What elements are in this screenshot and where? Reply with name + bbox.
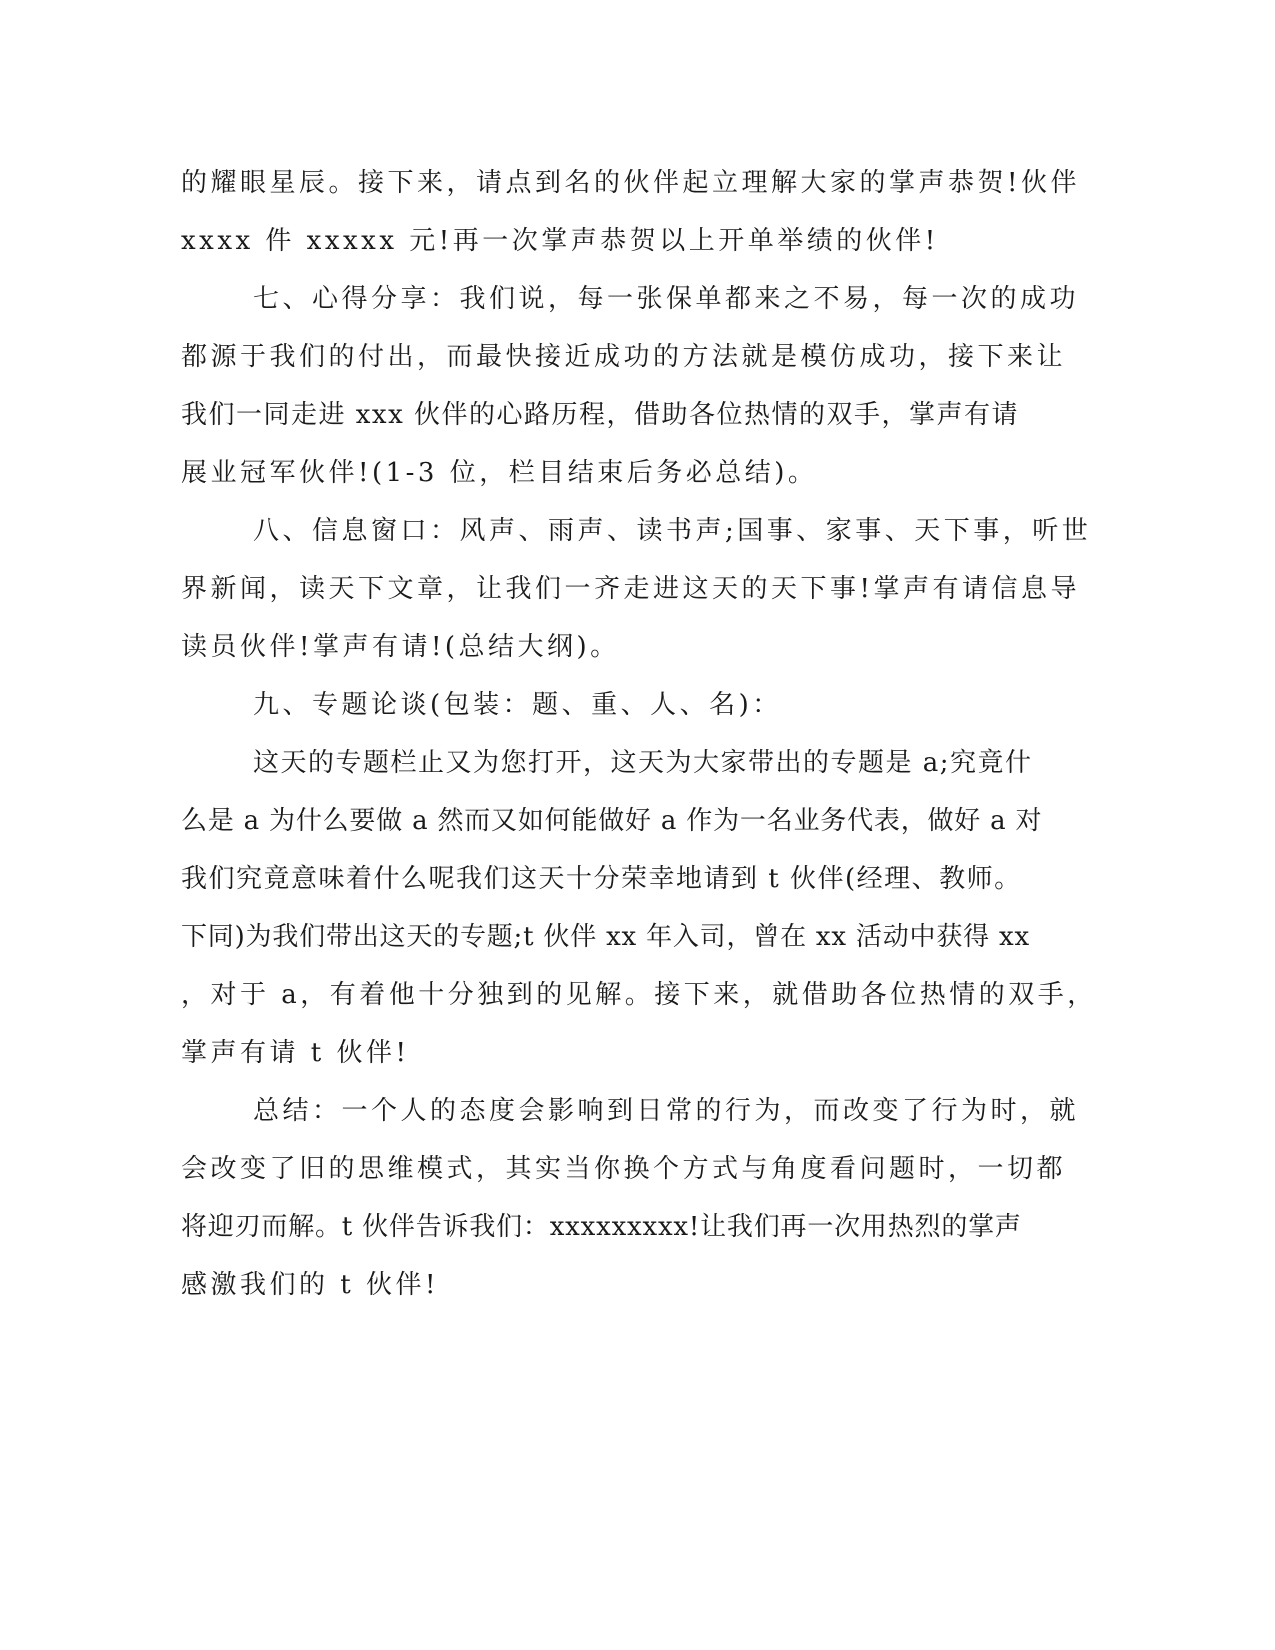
text-line: 我们一同走进 xxx 伙伴的心路历程，借助各位热情的双手，掌声有请 [181,400,1020,430]
section-nine-heading-line: 九、专题论谈(包装：题、重、人、名)： [253,690,782,720]
text-line: 读员伙伴!掌声有请!(总结大纲)。 [181,632,620,662]
text-line: 会改变了旧的思维模式，其实当你换个方式与角度看问题时，一切都 [181,1154,1067,1184]
text-line: 我们究竟意味着什么呢我们这天十分荣幸地请到 t 伙伴(经理、教师。 [181,864,1022,894]
summary-heading-line: 总结：一个人的态度会影响到日常的行为，而改变了行为时，就 [253,1096,1080,1126]
text-line: 下同)为我们带出这天的专题;t 伙伴 xx 年入司，曾在 xx 活动中获得 xx [181,922,1030,952]
text-line: 将迎刃而解。t 伙伴告诉我们：xxxxxxxxx!让我们再一次用热烈的掌声 [181,1212,1022,1242]
document-body [181,154,1097,1314]
text-line: ，对于 a，有着他十分独到的见解。接下来，就借助各位热情的双手， [181,980,1097,1010]
text-line: 都源于我们的付出，而最快接近成功的方法就是模仿成功，接下来让 [181,342,1067,372]
text-line: 么是 a 为什么要做 a 然而又如何能做好 a 作为一名业务代表，做好 a 对 [181,806,1043,836]
text-line: 这天的专题栏止又为您打开，这天为大家带出的专题是 a;究竟什 [253,748,1033,778]
text-line: 掌声有请 t 伙伴! [181,1038,410,1068]
text-line: 感激我们的 t 伙伴! [181,1270,439,1300]
text-line: 的耀眼星辰。接下来，请点到名的伙伴起立理解大家的掌声恭贺!伙伴 [181,168,1080,198]
text-line: 展业冠军伙伴!(1-3 位，栏目结束后务必总结)。 [181,458,818,488]
section-eight-heading-line: 八、信息窗口：风声、雨声、读书声;国事、家事、天下事，听世 [253,516,1092,546]
section-seven-heading-line: 七、心得分享：我们说，每一张保单都来之不易，每一次的成功 [253,284,1080,314]
text-line: xxxx 件 xxxxx 元!再一次掌声恭贺以上开单举绩的伙伴! [181,226,939,256]
text-line: 界新闻，读天下文章，让我们一齐走进这天的天下事!掌声有请信息导 [181,574,1080,604]
